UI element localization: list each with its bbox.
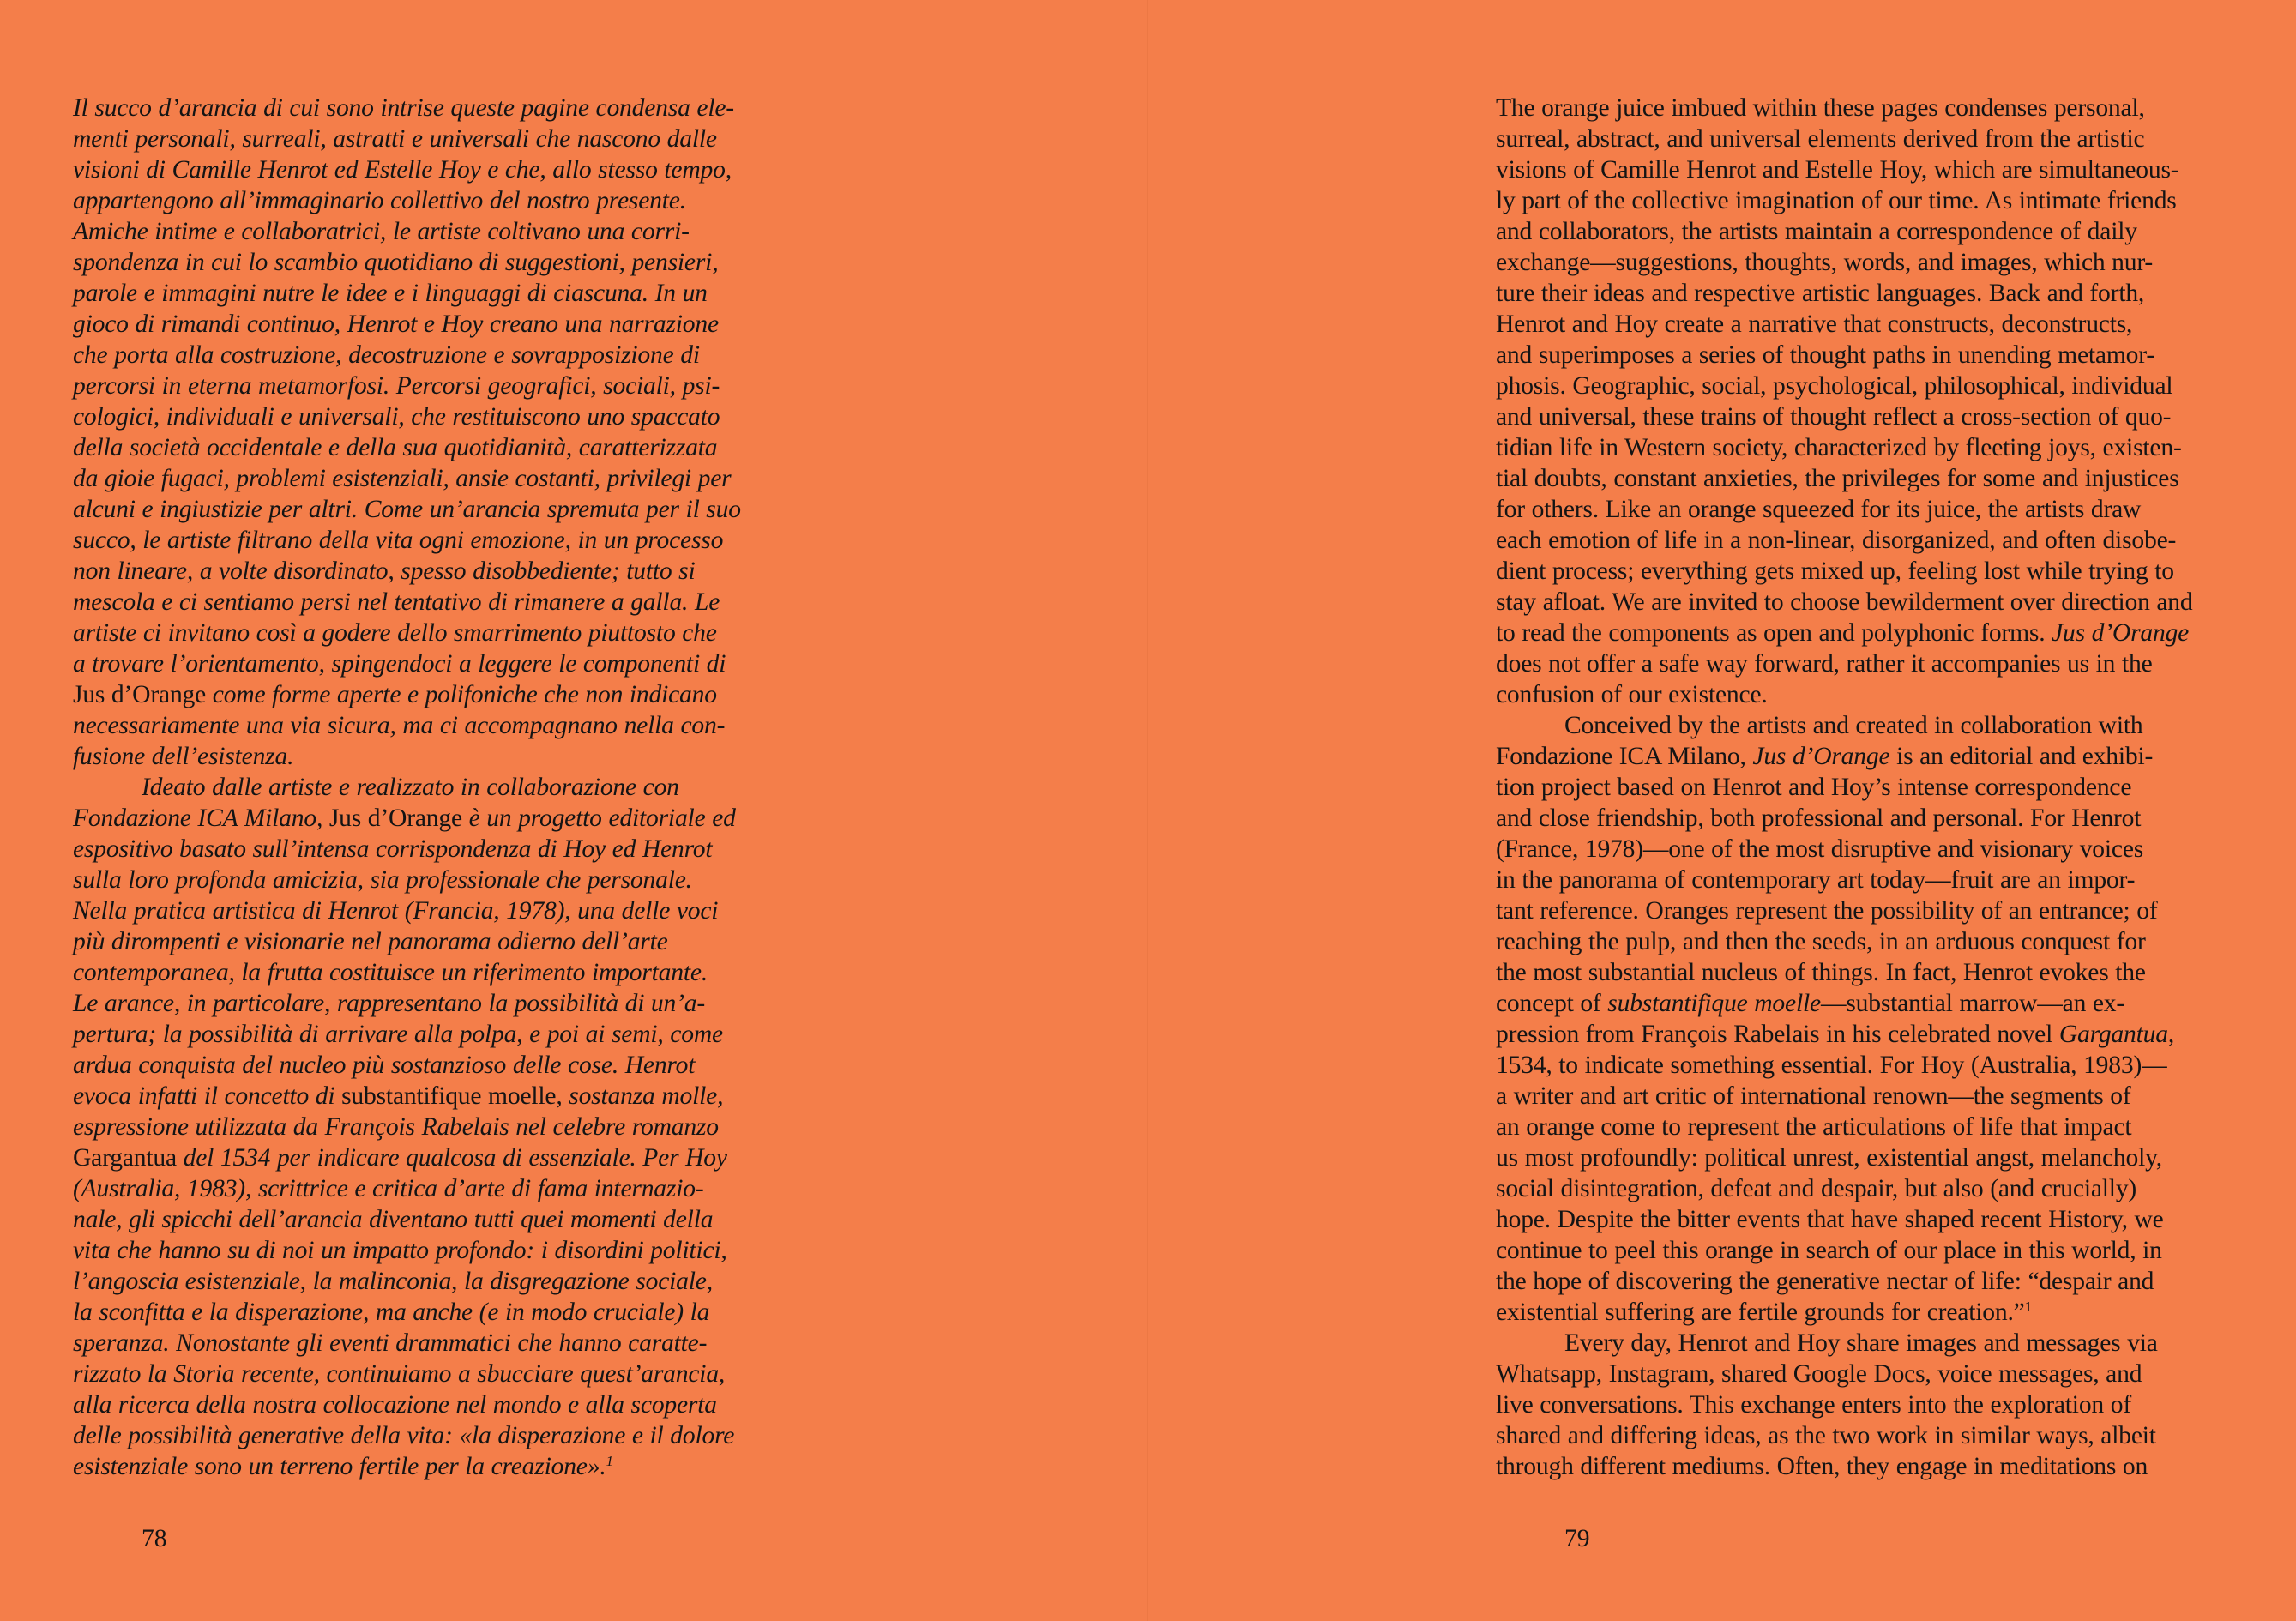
text-run: The orange juice imbued within these pages condenses personal, [1496, 94, 2145, 122]
text-run: for others. Like an orange squeezed for its juice, the artists draw [1496, 496, 2142, 523]
text-line [1496, 1112, 2229, 1142]
text-line [73, 1081, 806, 1112]
text-run: live conversations. This exchange enters into the exploration of [1496, 1391, 2131, 1419]
text-line [73, 1019, 806, 1050]
text-run: 1534, to indicate something essential. For Hoy (Australia, 1983)— [1496, 1052, 2167, 1079]
text-run: , [2167, 1021, 2175, 1048]
text-run: pertura; la possibilità di arrivare alla polpa, e poi ai semi, come [73, 1021, 723, 1048]
text-line [1496, 1297, 2229, 1328]
text-run: della società occidentale e della sua quotidianità, caratterizzata [73, 434, 718, 461]
text-line [1496, 1019, 2229, 1050]
text-line [1496, 587, 2229, 618]
text-run: social disintegration, defeat and despair, but also (and crucially) [1496, 1175, 2137, 1202]
title-jus-dorange: Jus d’Orange [2052, 619, 2190, 647]
text-line [1496, 741, 2229, 772]
text-line [73, 1389, 806, 1420]
text-line [73, 679, 806, 710]
text-line [1496, 463, 2229, 494]
text-run: da gioie fugaci, problemi esistenziali, ansie costanti, privilegi per [73, 465, 732, 492]
text-run: rizzato la Storia recente, continuiamo a sbucciare quest’arancia, [73, 1360, 726, 1388]
text-run: Il succo d’arancia di cui sono intrise queste pagine condensa ele- [73, 94, 734, 122]
text-run: a writer and art critic of international renown—the segments of [1496, 1082, 2131, 1110]
text-run: del 1534 per indicare qualcosa di essenziale. Per Hoy [176, 1144, 727, 1172]
text-run: tant reference. Oranges represent the possibility of an entrance; of [1496, 897, 2158, 925]
right-page [1148, 0, 2296, 1621]
text-run: stay afloat. We are invited to choose bewilderment over direction and [1496, 588, 2193, 616]
text-run: visioni di Camille Henrot ed Estelle Hoy e che, allo stesso tempo, [73, 156, 732, 184]
text-run: through different mediums. Often, they engage in meditations on [1496, 1453, 2148, 1480]
footnote-marker: 1 [606, 1453, 613, 1469]
text-line [73, 494, 806, 525]
text-run: tial doubts, constant anxieties, the privileges for some and injustices [1496, 465, 2179, 492]
text-line [1496, 1081, 2229, 1112]
text-line [73, 1173, 806, 1204]
text-run: percorsi in eterna metamorfosi. Percorsi geografici, sociali, psi- [73, 372, 720, 400]
text-line [73, 1235, 806, 1266]
text-run: necessariamente una via sicura, ma ci accompagnano nella con- [73, 712, 726, 739]
text-run: reaching the pulp, and then the seeds, in an arduous conquest for [1496, 928, 2146, 955]
text-run: cologici, individuali e universali, che restituiscono uno spaccato [73, 403, 720, 431]
text-line [1496, 1266, 2229, 1297]
text-run: Conceived by the artists and created in collaboration with [1564, 712, 2143, 739]
text-line [73, 1328, 806, 1359]
text-line [73, 648, 806, 679]
text-run: and universal, these trains of thought reflect a cross-section of quo- [1496, 403, 2172, 431]
text-run: and close friendship, both professional and personal. For Henrot [1496, 804, 2142, 832]
text-line [1496, 1173, 2229, 1204]
text-run: è un progetto editoriale ed [461, 804, 736, 832]
text-run: Le arance, in particolare, rappresentano la possibilità di un’a- [73, 990, 706, 1017]
text-run: phosis. Geographic, social, psychological, philosophical, individual [1496, 372, 2173, 400]
text-line [73, 741, 806, 772]
text-line [73, 401, 806, 432]
text-line [73, 432, 806, 463]
text-run: Ideato dalle artiste e realizzato in collaborazione con [142, 774, 679, 801]
text-run: does not offer a safe way forward, rather it accompanies us in the [1496, 650, 2153, 678]
text-line [73, 1420, 806, 1451]
text-line [73, 124, 806, 154]
text-line [73, 278, 806, 309]
text-line [1496, 247, 2229, 278]
text-run: (France, 1978)—one of the most disruptive and visionary voices [1496, 835, 2144, 863]
text-line [1496, 834, 2229, 865]
text-run: the most substantial nucleus of things. In fact, Henrot evokes the [1496, 959, 2146, 986]
text-run: tidian life in Western society, characterized by fleeting joys, existen- [1496, 434, 2182, 461]
text-run: ardua conquista del nucleo più sostanzioso delle cose. Henrot [73, 1052, 696, 1079]
text-run: the hope of discovering the generative nectar of life: “despair and [1496, 1268, 2154, 1295]
text-line [73, 247, 806, 278]
text-line [1496, 1420, 2229, 1451]
text-run: Fondazione ICA Milano, [73, 804, 329, 832]
text-line [1496, 494, 2229, 525]
text-line [1496, 988, 2229, 1019]
text-line [73, 93, 806, 124]
text-line-paragraph-start [1496, 1328, 2229, 1359]
text-run: —substantial marrow—an ex- [1820, 990, 2125, 1017]
text-run: Amiche intime e collaboratrici, le artiste coltivano una corri- [73, 218, 690, 245]
text-line [1496, 216, 2229, 247]
title-jus-dorange: Jus d’Orange [73, 681, 207, 708]
text-line [1496, 93, 2229, 124]
text-line [1496, 124, 2229, 154]
text-run: contemporanea, la frutta costituisce un riferimento importante. [73, 959, 708, 986]
text-line [1496, 1204, 2229, 1235]
text-run: visions of Camille Henrot and Estelle Hoy, which are simultaneous- [1496, 156, 2179, 184]
text-run: come forme aperte e polifoniche che non indicano [206, 681, 717, 708]
text-line [1496, 371, 2229, 401]
text-run: Whatsapp, Instagram, shared Google Docs, voice messages, and [1496, 1360, 2142, 1388]
text-line [73, 309, 806, 340]
text-run: alcuni e ingiustizie per altri. Come un’arancia spremuta per il suo [73, 496, 741, 523]
text-run: us most profoundly: political unrest, existential angst, melancholy, [1496, 1144, 2163, 1172]
text-run: l’angoscia esistenziale, la malinconia, la disgregazione sociale, [73, 1268, 713, 1295]
text-run: gioco di rimandi continuo, Henrot e Hoy creano una narrazione [73, 310, 719, 338]
footnote-marker: 1 [2024, 1299, 2032, 1315]
text-run: dient process; everything gets mixed up, feeling lost while trying to [1496, 557, 2174, 585]
title-jus-dorange: Jus d’Orange [328, 804, 462, 832]
english-text-block [1496, 93, 2229, 1482]
text-line [73, 340, 806, 371]
text-run: ly part of the collective imagination of our time. As intimate friends [1496, 187, 2177, 214]
text-run: fusione dell’esistenza. [73, 743, 294, 770]
text-run: surreal, abstract, and universal elements derived from the artistic [1496, 125, 2145, 153]
text-run: Fondazione ICA Milano, [1496, 743, 1753, 770]
text-line [73, 154, 806, 185]
text-line [1496, 772, 2229, 803]
text-run: esistenziale sono un terreno fertile per la creazione». [73, 1453, 606, 1480]
text-line [73, 1050, 806, 1081]
text-line [1496, 1142, 2229, 1173]
text-run: nale, gli spicchi dell’arancia diventano tutti quei momenti della [73, 1206, 714, 1233]
text-line [1496, 278, 2229, 309]
text-run: confusion of our existence. [1496, 681, 1768, 708]
text-line [1496, 926, 2229, 957]
text-line [1496, 1451, 2229, 1482]
text-line [1496, 1235, 2229, 1266]
text-line [73, 957, 806, 988]
text-line [73, 371, 806, 401]
text-run: artiste ci invitano così a godere dello smarrimento piuttosto che [73, 619, 717, 647]
text-line [1496, 957, 2229, 988]
text-line [1496, 1359, 2229, 1389]
text-line [1496, 154, 2229, 185]
text-run: in the panorama of contemporary art today—fruit are an impor- [1496, 866, 2136, 894]
text-line [1496, 803, 2229, 834]
text-line-paragraph-start [1496, 710, 2229, 741]
text-line [73, 463, 806, 494]
text-run: , sostanza molle, [556, 1082, 724, 1110]
text-run: menti personali, surreali, astratti e universali che nascono dalle [73, 125, 717, 153]
text-run: espressione utilizzata da François Rabelais nel celebre romanzo [73, 1113, 719, 1141]
text-line [1496, 525, 2229, 556]
text-line [73, 895, 806, 926]
text-run: tion project based on Henrot and Hoy’s intense correspondence [1496, 774, 2132, 801]
text-run: Nella pratica artistica di Henrot (Francia, 1978), una delle voci [73, 897, 719, 925]
text-line [73, 1297, 806, 1328]
text-run: Every day, Henrot and Hoy share images and messages via [1564, 1329, 2158, 1357]
term-substantifique-moelle: substantifique moelle [341, 1082, 557, 1110]
text-line [73, 216, 806, 247]
title-gargantua: Gargantua [73, 1144, 177, 1172]
italian-text-block [73, 93, 806, 1482]
text-line [73, 926, 806, 957]
text-line [73, 587, 806, 618]
text-line [73, 1112, 806, 1142]
text-run: exchange—suggestions, thoughts, words, and images, which nur- [1496, 249, 2154, 276]
text-run: existential suffering are fertile grounds for creation.” [1496, 1299, 2025, 1326]
text-run: (Australia, 1983), scrittrice e critica d’arte di fama internazio- [73, 1175, 704, 1202]
text-line [73, 710, 806, 741]
text-line [73, 1359, 806, 1389]
text-line [73, 865, 806, 895]
text-run: speranza. Nonostante gli eventi drammatici che hanno caratte- [73, 1329, 708, 1357]
text-line [73, 803, 806, 834]
text-run: Henrot and Hoy create a narrative that constructs, deconstructs, [1496, 310, 2133, 338]
text-line [1496, 618, 2229, 648]
text-run: spondenza in cui lo scambio quotidiano di suggestioni, pensieri, [73, 249, 719, 276]
text-line [73, 525, 806, 556]
text-line-paragraph-start [73, 772, 806, 803]
text-line [1496, 679, 2229, 710]
text-run: delle possibilità generative della vita: «la disperazione e il dolore [73, 1422, 735, 1449]
text-line [73, 834, 806, 865]
page-number: 78 [142, 1525, 167, 1552]
text-run: shared and differing ideas, as the two work in similar ways, albeit [1496, 1422, 2156, 1449]
text-run: espositivo basato sull’intensa corrispondenza di Hoy ed Henrot [73, 835, 713, 863]
text-line [1496, 401, 2229, 432]
text-line [1496, 895, 2229, 926]
text-run: mescola e ci sentiamo persi nel tentativo di rimanere a galla. Le [73, 588, 720, 616]
text-run: sulla loro profonda amicizia, sia professionale che personale. [73, 866, 692, 894]
text-line [1496, 1050, 2229, 1081]
text-line [73, 1142, 806, 1173]
text-run: continue to peel this orange in search of our place in this world, in [1496, 1237, 2162, 1264]
text-line [1496, 185, 2229, 216]
text-run: and collaborators, the artists maintain a correspondence of daily [1496, 218, 2137, 245]
text-line [73, 556, 806, 587]
text-run: evoca infatti il concetto di [73, 1082, 342, 1110]
text-run: ture their ideas and respective artistic languages. Back and forth, [1496, 280, 2145, 307]
text-line [1496, 340, 2229, 371]
text-line [73, 618, 806, 648]
title-gargantua: Gargantua [2058, 1021, 2168, 1048]
text-line [73, 185, 806, 216]
text-run: each emotion of life in a non-linear, disorganized, and often disobe- [1496, 527, 2177, 554]
text-run: non lineare, a volte disordinato, spesso disobbediente; tutto si [73, 557, 696, 585]
page-number: 79 [1564, 1525, 1590, 1552]
text-run: and superimposes a series of thought paths in unending metamor- [1496, 341, 2154, 369]
text-line [1496, 648, 2229, 679]
text-line [73, 1266, 806, 1297]
text-line [1496, 1389, 2229, 1420]
text-line [73, 988, 806, 1019]
text-run: an orange come to represent the articulations of life that impact [1496, 1113, 2132, 1141]
text-line [1496, 432, 2229, 463]
text-run: a trovare l’orientamento, spingendoci a leggere le componenti di [73, 650, 726, 678]
text-run: pression from François Rabelais in his celebrated novel [1496, 1021, 2059, 1048]
text-run: succo, le artiste filtrano della vita ogni emozione, in un processo [73, 527, 724, 554]
text-line [73, 1204, 806, 1235]
text-run: is an editorial and exhibi- [1889, 743, 2154, 770]
text-line [1496, 865, 2229, 895]
text-run: la sconfitta e la disperazione, ma anche (e in modo cruciale) la [73, 1299, 710, 1326]
title-jus-dorange: Jus d’Orange [1752, 743, 1890, 770]
text-line [1496, 556, 2229, 587]
text-run: hope. Despite the bitter events that have shaped recent History, we [1496, 1206, 2164, 1233]
text-line [73, 1451, 806, 1482]
text-run: più dirompenti e visionarie nel panorama odierno dell’arte [73, 928, 668, 955]
text-line [1496, 309, 2229, 340]
text-run: parole e immagini nutre le idee e i linguaggi di ciascuna. In un [73, 280, 708, 307]
text-run: appartengono all’immaginario collettivo del nostro presente. [73, 187, 686, 214]
text-run: che porta alla costruzione, decostruzione e sovrapposizione di [73, 341, 700, 369]
text-run: alla ricerca della nostra collocazione nel mondo e alla scoperta [73, 1391, 717, 1419]
term-substantifique-moelle: substantifique moelle [1607, 990, 1821, 1017]
text-run: concept of [1496, 990, 1608, 1017]
text-run: to read the components as open and polyphonic forms. [1496, 619, 2052, 647]
text-run: vita che hanno su di noi un impatto profondo: i disordini politici, [73, 1237, 727, 1264]
